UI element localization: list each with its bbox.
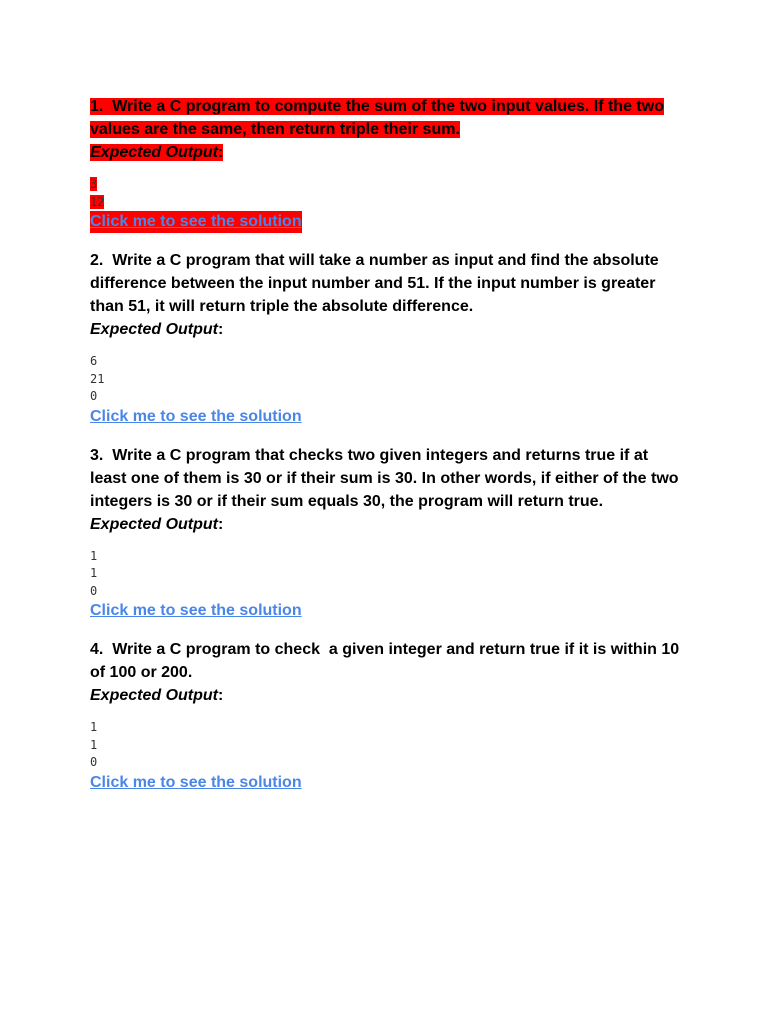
problem-2-output-line: 21 [90,371,105,386]
problem-2-output-line: 0 [90,389,98,403]
problem-3-output-line: 1 [90,548,98,563]
problem-2-output [90,353,690,406]
problem-1 [90,95,690,233]
problem-4-output-line: 0 [90,755,98,769]
problem-4 [90,638,690,794]
problem-2-solution-link[interactable]: Click me to see the solution [90,407,302,425]
problem-1-highlight [90,98,664,138]
problem-4-question [90,638,685,684]
problem-2-expected-label: Expected Output: [90,321,224,338]
problem-1-expected-label: Expected Output: [90,144,224,161]
problem-3-number: 3. [90,446,104,464]
problem-2-question [90,249,685,318]
problem-2 [90,249,690,428]
problem-3-output-line: 1 [90,566,98,580]
problem-3-text: Write a C program that checks two given integers and returns true if at least one of them is 30 or if their sum is 30. In other words, if either of the two integers is 30 or if their sum equals 30, the program will return true. [90,446,679,510]
problem-1-output-line: 3 [90,177,98,191]
problem-4-output [90,719,690,772]
problem-1-question [90,95,685,141]
problem-4-expected-label: Expected Output: [90,687,224,704]
problem-3-output [90,548,690,601]
problem-2-number: 2. [90,252,104,269]
problem-3-expected-label: Expected Output: [90,515,224,533]
problem-2-output-line: 6 [90,354,98,368]
problem-1-text: Write a C program to compute the sum of the two input values. If the two values are the same, then return triple their sum. [90,98,664,138]
problem-1-solution-link[interactable]: Click me to see the solution [90,211,302,233]
problem-2-text: Write a C program that will take a number as input and find the absolute difference between the input number and 51. If the input number is greater than 51, it will return triple the absolute difference. [90,252,659,315]
problem-4-output-line: 1 [90,720,98,734]
problem-4-solution-link[interactable]: Click me to see the solution [90,773,302,791]
problem-1-number: 1. [90,98,104,115]
problem-3-question [90,444,685,513]
problem-1-output [90,176,690,211]
problem-4-number: 4. [90,641,104,658]
document-page [90,95,690,794]
problem-3-output-line: 0 [90,583,98,598]
problem-1-output-line: 12 [90,194,105,209]
problem-4-text: Write a C program to check a given integer and return true if it is within 10 of 100 or 200. [90,641,684,681]
problem-4-output-line: 1 [90,737,98,752]
problem-3-solution-link[interactable]: Click me to see the solution [90,602,302,619]
problem-3 [90,444,690,623]
